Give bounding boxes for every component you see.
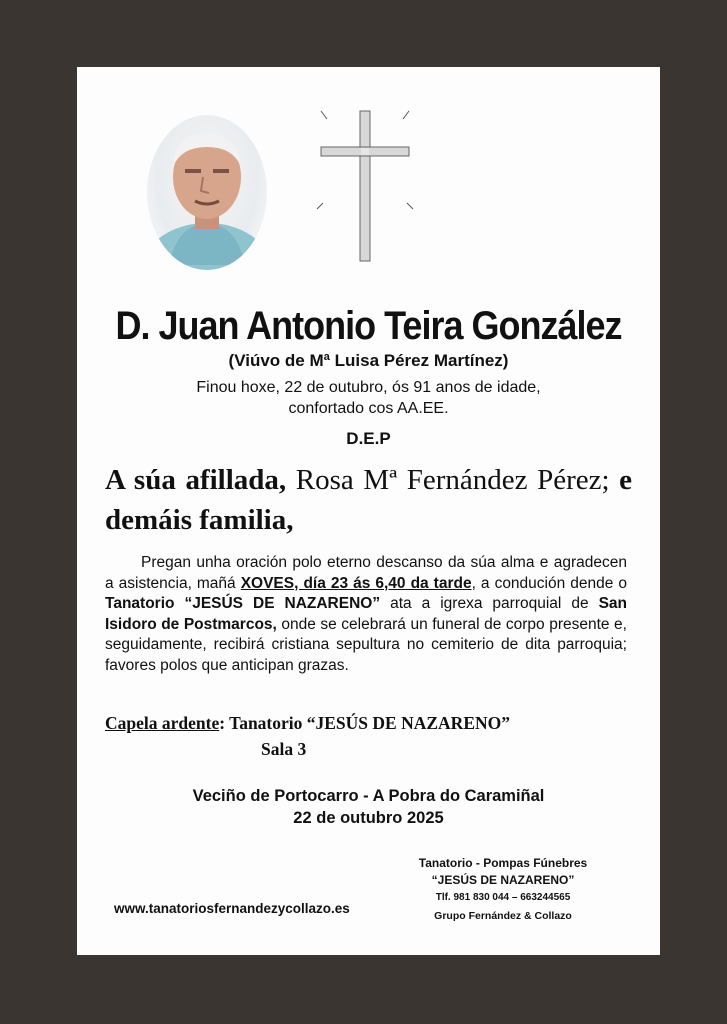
- death-line-1: Finou hoxe, 22 de outubro, ós 91 anos de idade,: [196, 379, 541, 396]
- body-text-1: Pregan unha oración polo eterno descanso da súa alma e agradecen a asistencia, mañá: [105, 554, 627, 592]
- death-notice: [77, 377, 660, 419]
- chapel-place: Tanatorio “JESÚS DE NAZARENO”: [229, 713, 510, 733]
- family-mourners: [105, 460, 632, 540]
- church-name: San Isidoro de Postmarcos,: [105, 595, 627, 633]
- residence-block: [77, 785, 660, 829]
- service-date-time: XOVES, día 23 ás 6,40 da tarde: [240, 574, 472, 592]
- family-intro: A súa afillada,: [105, 464, 287, 496]
- chapel-label: Capela ardente: [105, 713, 220, 733]
- funeral-home-line-2: “JESÚS DE NAZARENO”: [431, 873, 575, 887]
- chapel-line: [105, 713, 632, 734]
- funeral-home-block: [387, 855, 619, 925]
- death-line-2: confortado cos AA.EE.: [288, 400, 449, 417]
- family-rest: e demáis familia,: [105, 464, 633, 536]
- family-names: Rosa Mª Fernández Pérez;: [295, 464, 610, 496]
- chapel-colon: :: [219, 713, 226, 733]
- funeral-home-line-1: Tanatorio - Pompas Fúnebres: [418, 856, 588, 870]
- website-link[interactable]: www.tanatoriosfernandezycollazo.es: [114, 901, 350, 916]
- body-text-3: ata a igrexa parroquial de: [390, 595, 589, 612]
- body-text-4: onde se celebrará un funeral de corpo presente e, seguidamente, recibirá cristiana sepultura no cemiterio de dita parroquia; favores polos que anticipan grazas.: [105, 615, 627, 674]
- obituary-sheet: [77, 67, 660, 955]
- portrait-photo: [147, 115, 267, 270]
- deceased-name: D. Juan Antonio Teira González: [115, 302, 622, 348]
- cross-icon: [313, 105, 417, 265]
- funeral-home-group: Grupo Fernández & Collazo: [434, 910, 572, 922]
- body-text-2: , a condución dende o: [471, 574, 627, 592]
- notice-date: 22 de outubro 2025: [293, 809, 444, 827]
- widower-of: (Viúvo de Mª Luisa Pérez Martínez): [228, 351, 509, 370]
- tanatorio-name: Tanatorio “JESÚS DE NAZARENO”: [105, 595, 381, 612]
- funeral-home-phones: Tlf. 981 830 044 – 663244565: [435, 892, 571, 903]
- dep-label: D.E.P: [346, 429, 391, 448]
- chapel-room: Sala 3: [261, 739, 307, 759]
- service-details: [105, 553, 627, 676]
- residence-line: Veciño de Portocarro - A Pobra do Caramiñal: [192, 787, 545, 805]
